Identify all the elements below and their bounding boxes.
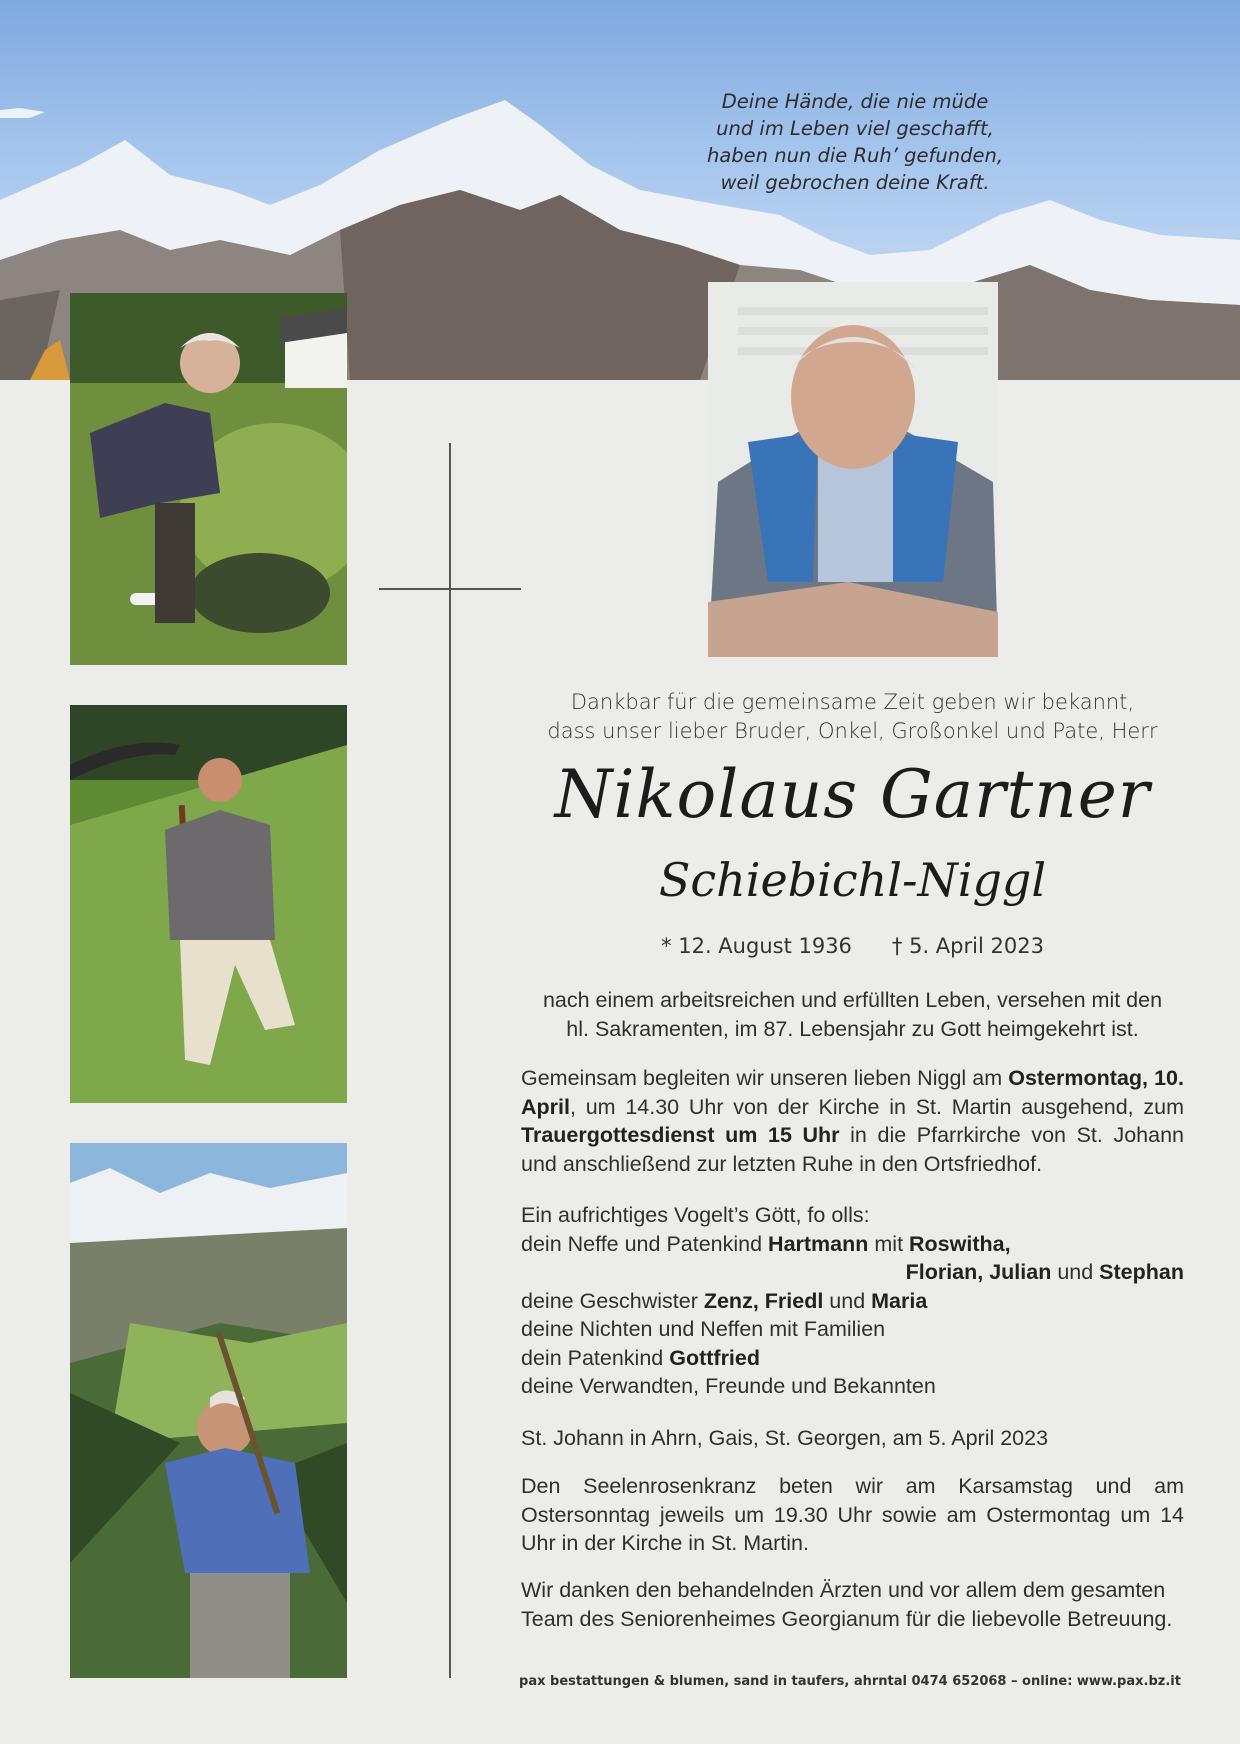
mourner-text: dein Neffe und Patenkind [521,1231,769,1256]
death-date: † 5. April 2023 [891,934,1044,958]
quote-line: weil gebrochen deine Kraft. [720,171,990,194]
funeral-text-part: Gemeinsam begleiten wir unseren lieben Niggl am [521,1066,1009,1090]
mourner-text: und [1051,1260,1100,1284]
quote-line: und im Leben viel geschafft, [716,117,994,140]
announcement-intro [520,688,1185,746]
life-dates [520,934,1185,958]
passing-line: nach einem arbeitsreichen und erfüllten Leben, versehen mit den [542,988,1163,1012]
quote-line: Deine Hände, die nie müde [721,90,989,113]
mourner-line [521,1344,1184,1373]
mourner-name: Zenz, Friedl [703,1288,824,1313]
mourner-line: deine Nichten und Neffen mit Familien [521,1317,886,1341]
funeral-date: Ostermontag, 10. April [521,1066,1184,1119]
mourner-name: Hartmann [768,1231,869,1256]
funeral-text-part: , um 14.30 Uhr von der Kirche in St. Martin ausgehend, zum [569,1094,1184,1119]
photo-valley-rake [70,1143,347,1678]
passing-text [521,986,1184,1043]
mourner-text: deine Geschwister [521,1288,704,1313]
mourner-name: Roswitha, [909,1231,1011,1256]
portrait-photo [708,282,998,657]
cross-vertical-line [449,443,451,1678]
passing-line: hl. Sakramenten, im 87. Lebensjahr zu Gott heimgekehrt ist. [566,1016,1139,1041]
mourner-line [521,1258,1184,1287]
rosary-text: Den Seelenrosenkranz beten wir am Karsamstag und am Ostersonntag jeweils um 19.30 Uhr sowie am Ostermontag um 14 Uhr in der Kirche in St. Martin. [521,1474,1184,1555]
mourner-text: mit [868,1231,910,1256]
thanks-text: Wir danken den behandelnden Ärzten und vor allem dem gesamten Team des Seniorenheimes Georgianum für die liebevolle Betreuung. [521,1578,1173,1631]
mourner-line [521,1287,1184,1316]
photo-hay-wheelbarrow [70,293,347,665]
mourner-name: Stephan [1099,1260,1184,1284]
mourner-name: Gottfried [669,1345,761,1370]
mourner-text: dein Patenkind [521,1345,670,1370]
birth-date: * 12. August 1936 [661,934,852,958]
quote-line: haben nun die Ruh’ gefunden, [706,144,1004,167]
mourner-name: Florian, Julian [905,1260,1052,1284]
memorial-quote [640,88,1070,196]
place-and-date: St. Johann in Ahrn, Gais, St. Georgen, am 5. April 2023 [521,1426,1049,1450]
funeral-text-part: in die Pfarrkirche von St. Johann und anschließend zur letzten Ruhe in den Ortsfriedhof. [521,1123,1185,1176]
mourner-line [521,1230,1184,1259]
mourner-line: deine Verwandten, Freunde und Bekannten [521,1374,936,1398]
funeral-service: Trauergottesdienst um 15 Uhr [521,1123,840,1147]
mourners-list [521,1201,1184,1401]
intro-line: Dankbar für die gemeinsame Zeit geben wir bekannt, [570,690,1135,714]
mourner-name: Maria [871,1288,928,1313]
photo-scythe-slope [70,705,347,1103]
deceased-nickname: Schiebichl-Niggl [658,853,1047,907]
deceased-name: Nikolaus Gartner [554,756,1151,833]
mourners-intro: Ein aufrichtiges Vogelt’s Gött, fo olls: [521,1203,870,1227]
undertaker-footer: pax bestattungen & blumen, sand in taufers, ahrntal 0474 652068 – online: www.pax.bz.it [519,1674,1181,1689]
mourner-text: und [823,1288,872,1313]
cross-horizontal-line [379,588,521,590]
intro-line: dass unser lieber Bruder, Onkel, Großonkel und Pate, Herr [547,719,1158,743]
funeral-text [521,1064,1184,1178]
